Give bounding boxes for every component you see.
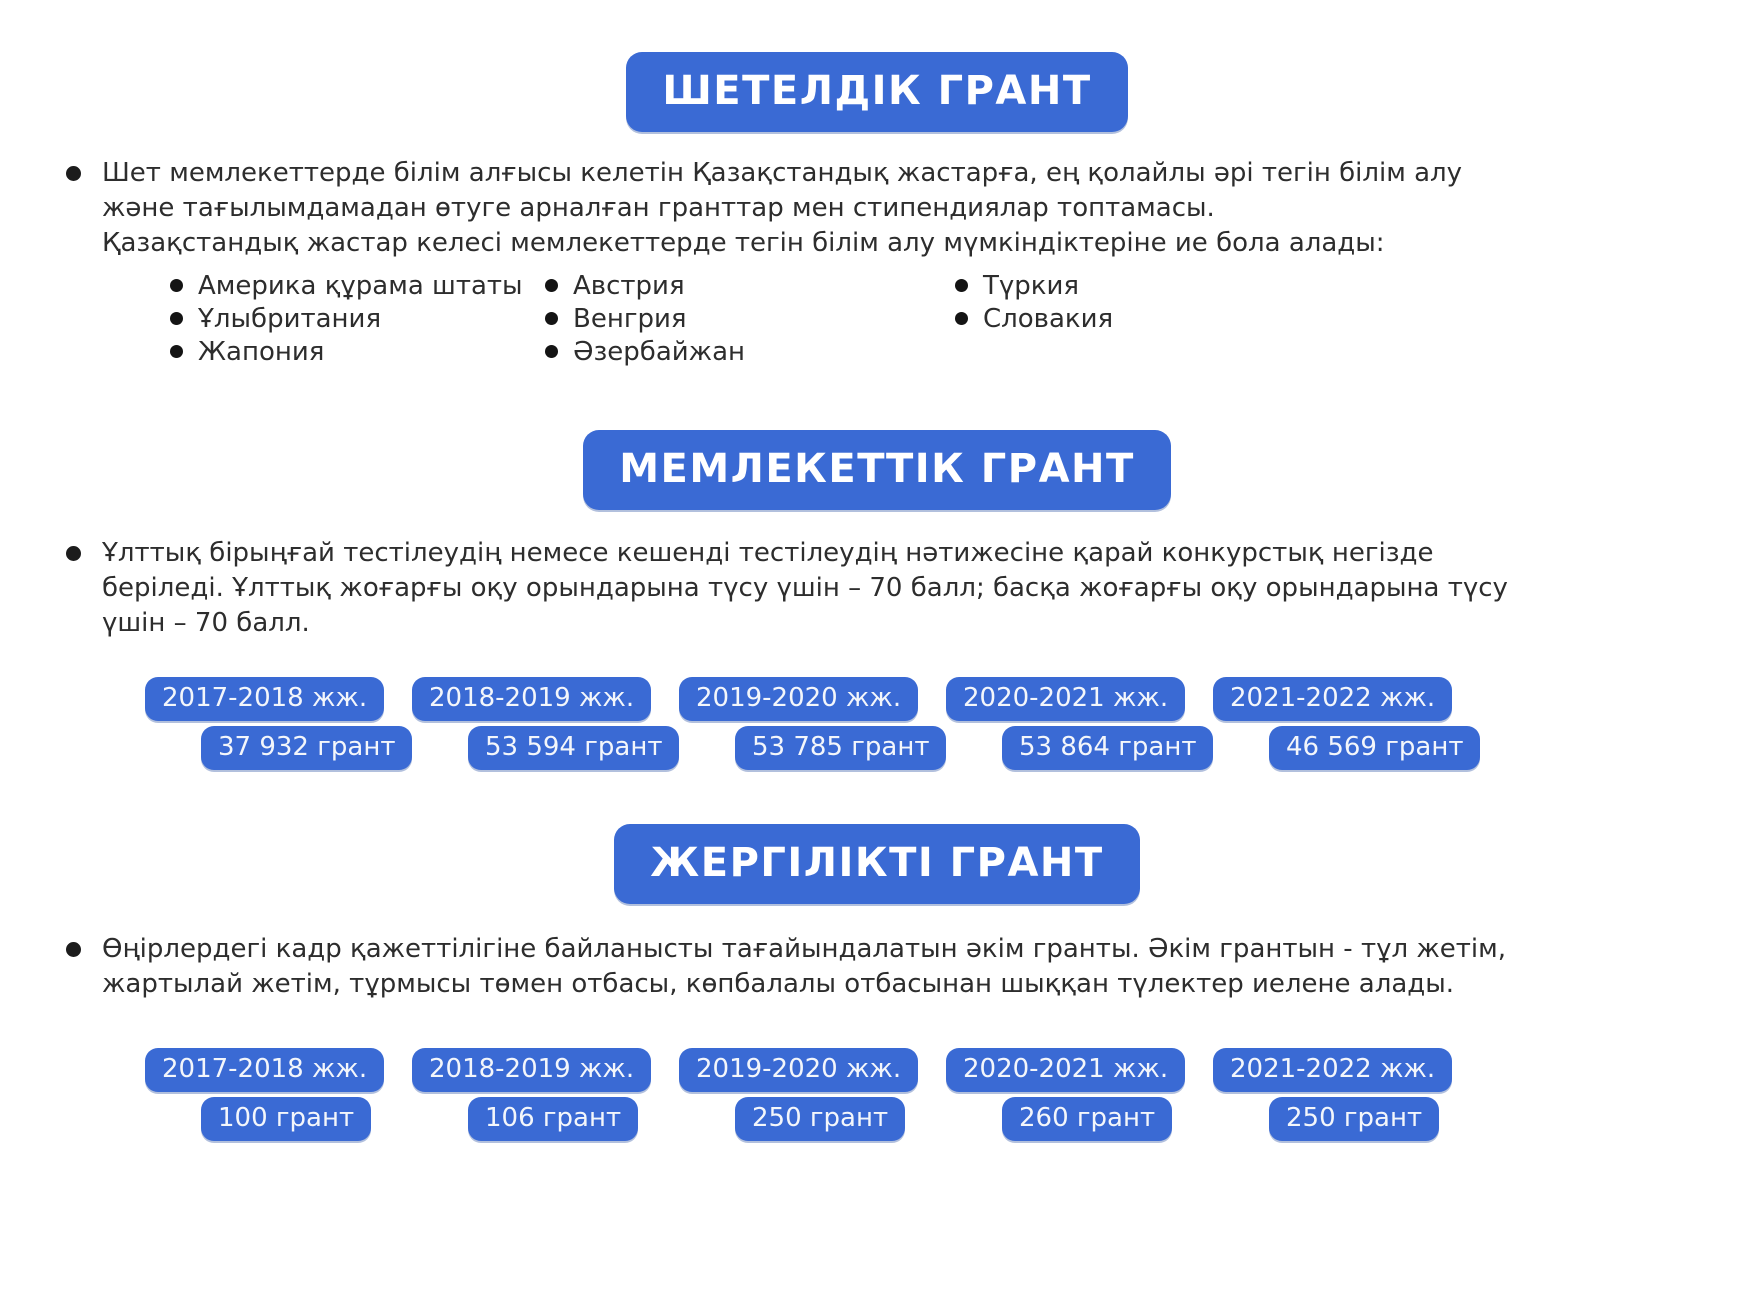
bullet-icon [170,312,183,325]
bullet-icon [66,546,81,561]
year-badge: 2019-2020 жж. [679,677,918,721]
count-badge: 250 грант [1269,1097,1439,1141]
year-badge: 2018-2019 жж. [412,677,651,721]
count-badge: 53 864 грант [1002,726,1213,770]
year-badge: 2021-2022 жж. [1213,1048,1452,1092]
country-label: Венгрия [573,303,687,334]
state-grants-row [145,677,1754,770]
country-label: Жапония [198,336,325,367]
grant-column [412,677,679,770]
grant-column [946,677,1213,770]
year-badge: 2020-2021 жж. [946,1048,1185,1092]
bullet-icon [955,279,968,292]
country-column-1 [170,269,545,368]
foreign-grant-description: Шет мемлекеттерде білім алғысы келетін Қазақстандық жастарға, ең қолайлы әрі тегін білім алу және тағылымдамадан өтуге арналған гранттар мен стипендиялар топтамасы. [102,158,1463,223]
country-label: Австрия [573,270,685,301]
grant-column [145,677,412,770]
country-list [170,269,1754,368]
section-local-grant [0,824,1754,1141]
bullet-icon [170,345,183,358]
country-label: Әзербайжан [573,336,746,367]
grant-column [412,1048,679,1141]
country-label: Ұлыбритания [198,303,382,334]
local-grant-description: Өңірлердегі кадр қажеттілігіне байланысты тағайындалатын әкім гранты. Әкім грантын - тұл жетім, жартылай жетім, тұрмысы төмен отбасы, көпбалалы отбасынан шыққан түлектер иелене алады. [102,934,1507,999]
state-grant-description: Ұлттық бірыңғай тестілеудің немесе кешенді тестілеудің нәтижесіне қарай конкурстық негізде беріледі. Ұлттық жоғарғы оқу орындарына түсу үшін – 70 балл; басқа жоғарғы оқу орындарына түсу үшін – 70 балл. [102,538,1508,638]
local-grants-row [145,1048,1754,1141]
country-column-2 [545,269,955,368]
country-item-slovakia [955,302,1113,335]
bullet-icon [545,279,558,292]
section-title-foreign-grant: ШЕТЕЛДІК ГРАНТ [626,52,1127,132]
foreign-grant-paragraph [66,156,1694,261]
country-label: Словакия [983,303,1114,334]
local-grant-title-row [0,824,1754,904]
count-badge: 250 грант [735,1097,905,1141]
foreign-grant-countries-intro: Қазақстандық жастар келесі мемлекеттерде тегін білім алу мүмкіндіктеріне ие бола алады: [102,228,1385,258]
year-badge: 2020-2021 жж. [946,677,1185,721]
section-title-local-grant: ЖЕРГІЛІКТІ ГРАНТ [614,824,1139,904]
country-item-hungary [545,302,955,335]
count-badge: 106 грант [468,1097,638,1141]
country-item-turkey [955,269,1113,302]
local-grant-paragraph [66,932,1694,1002]
grants-infographic [0,52,1754,1292]
count-badge: 100 грант [201,1097,371,1141]
country-item-austria [545,269,955,302]
count-badge: 37 932 грант [201,726,412,770]
section-foreign-grant [0,52,1754,368]
year-badge: 2017-2018 жж. [145,1048,384,1092]
count-badge: 53 594 грант [468,726,679,770]
country-column-3 [955,269,1113,368]
state-grant-paragraph [66,536,1694,641]
bullet-icon [170,279,183,292]
country-item-usa [170,269,545,302]
year-badge: 2017-2018 жж. [145,677,384,721]
bullet-icon [66,942,81,957]
bullet-icon [545,312,558,325]
foreign-grant-title-row [0,52,1754,132]
year-badge: 2018-2019 жж. [412,1048,651,1092]
grant-column [1213,677,1480,770]
bullet-icon [66,166,81,181]
grant-column [679,677,946,770]
country-item-azerbaijan [545,335,955,368]
country-item-uk [170,302,545,335]
country-item-japan [170,335,545,368]
country-label: Америка құрама штаты [198,270,523,301]
bullet-icon [955,312,968,325]
year-badge: 2021-2022 жж. [1213,677,1452,721]
grant-column [946,1048,1213,1141]
count-badge: 260 грант [1002,1097,1172,1141]
grant-column [679,1048,946,1141]
grant-column [1213,1048,1480,1141]
bullet-icon [545,345,558,358]
state-grant-title-row [0,430,1754,510]
year-badge: 2019-2020 жж. [679,1048,918,1092]
section-title-state-grant: МЕМЛЕКЕТТІК ГРАНТ [583,430,1171,510]
count-badge: 53 785 грант [735,726,946,770]
section-state-grant [0,430,1754,770]
grant-column [145,1048,412,1141]
count-badge: 46 569 грант [1269,726,1480,770]
country-label: Түркия [983,270,1080,301]
